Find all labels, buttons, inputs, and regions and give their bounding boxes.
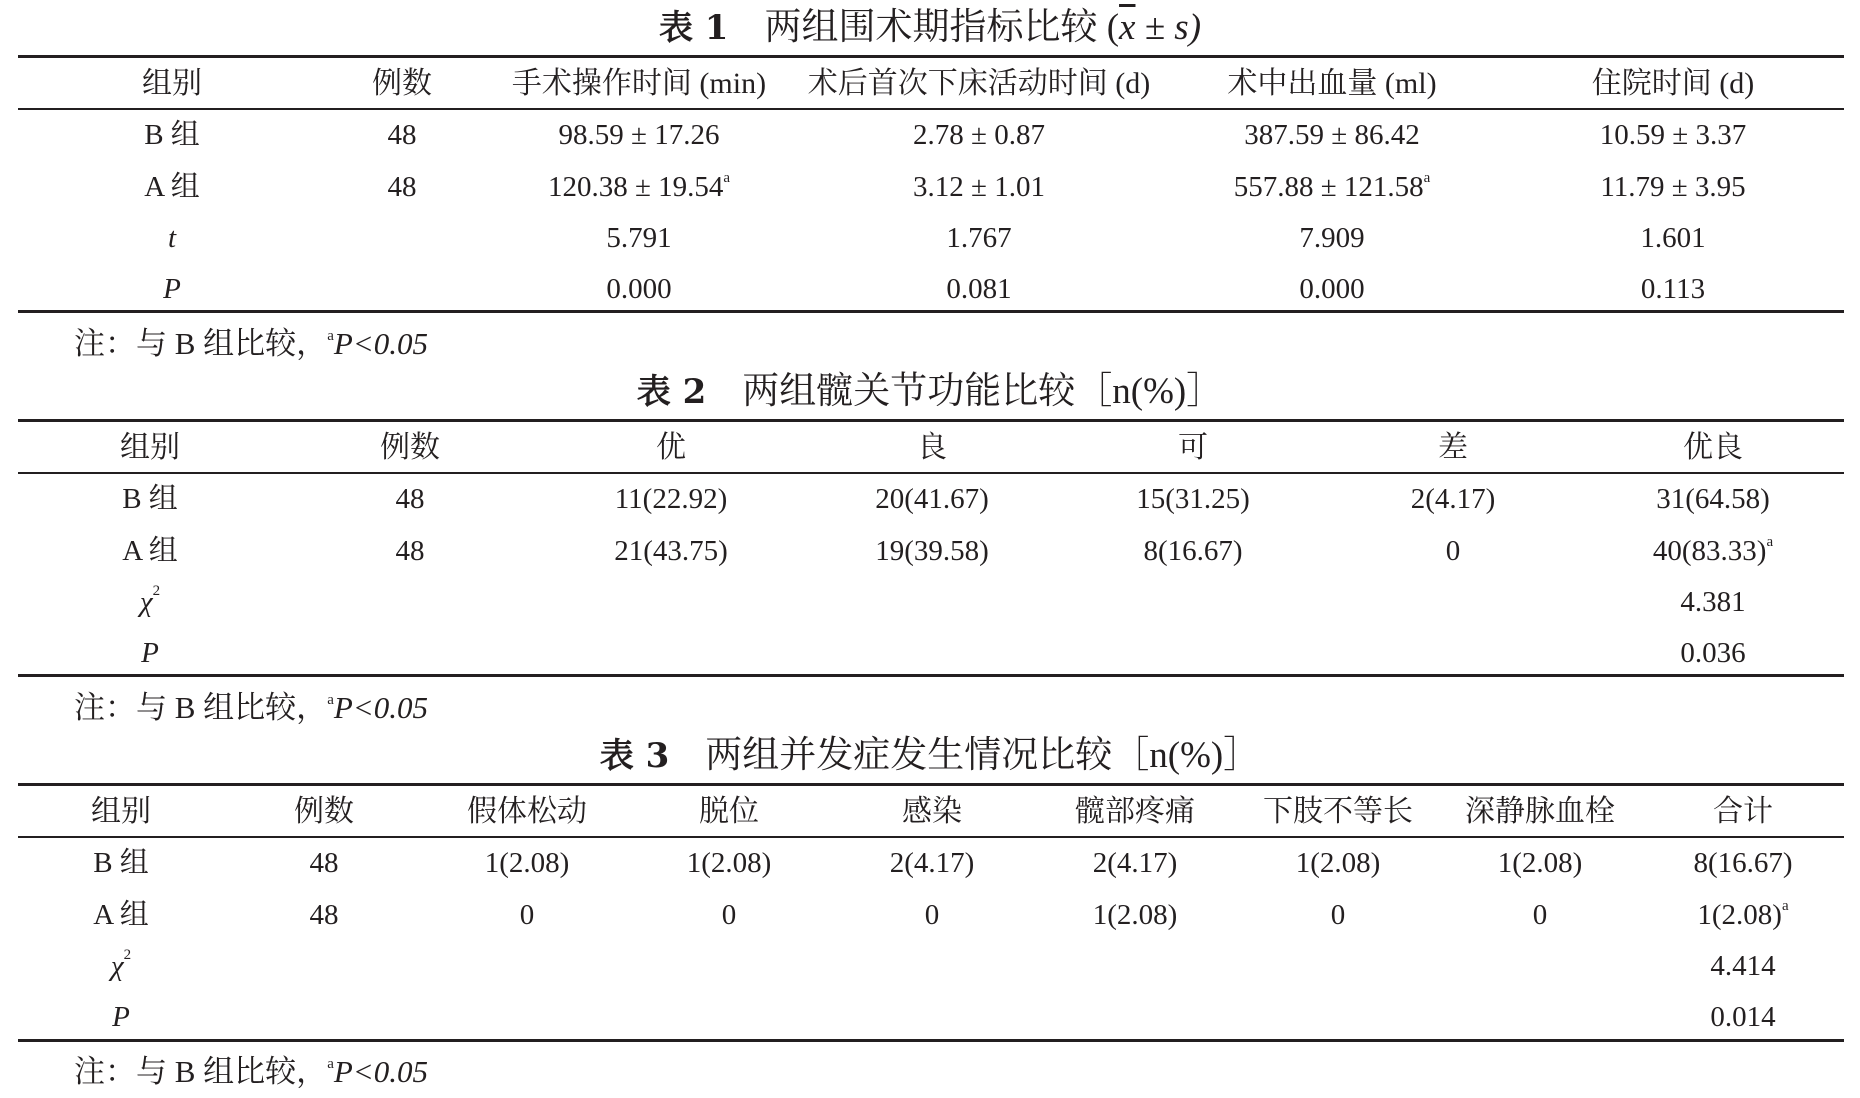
table-cell: 0 <box>519 899 535 931</box>
table-row <box>0 889 1860 941</box>
sd-symbol: ± s) <box>1135 7 1202 48</box>
header-cell: 例数 <box>380 431 440 464</box>
cell-value: 40(83.33) <box>1652 535 1767 567</box>
significance-mark: a <box>1781 898 1789 914</box>
table-cell: 48 <box>387 171 417 203</box>
chi-exponent: 2 <box>152 583 161 599</box>
table-cell: 1(2.08) <box>1092 899 1178 931</box>
table-cell: 11(22.92) <box>614 483 728 515</box>
table-2-title-text: 两组髋关节功能比较［n(%)］ <box>742 371 1224 412</box>
table-cell: 4.414 <box>1710 950 1776 982</box>
bottom-rule <box>18 1039 1844 1042</box>
note-rest: P<0.05 <box>333 1054 428 1089</box>
table-cell: 0.113 <box>1640 273 1706 305</box>
table-cell: B 组 <box>122 483 178 515</box>
table-cell: A 组 <box>144 171 200 203</box>
table-cell: 31(64.58) <box>1656 483 1770 515</box>
table-row <box>0 263 1860 315</box>
table-2-label: 表 2 <box>636 372 707 412</box>
stat-label <box>140 576 160 628</box>
table-cell: B 组 <box>144 119 200 151</box>
header-cell: 组别 <box>142 67 202 100</box>
note-prefix: 注：与 B 组比较， <box>74 326 328 361</box>
table-cell: 1(2.08) <box>484 847 570 879</box>
table-3-label: 表 3 <box>599 736 670 776</box>
header-cell: 差 <box>1438 431 1468 464</box>
table-cell: B 组 <box>93 847 149 879</box>
header-cell: 感染 <box>902 795 962 828</box>
note-mark: a <box>327 328 334 344</box>
stat-label: P <box>112 1001 130 1033</box>
stat-label: t <box>167 222 177 254</box>
table-cell: 1(2.08) <box>686 847 772 879</box>
header-cell: 组别 <box>120 431 180 464</box>
header-cell: 髋部疼痛 <box>1075 795 1195 828</box>
table-cell: 0 <box>1445 535 1461 567</box>
table-cell: 0 <box>1532 899 1548 931</box>
header-cell: 组别 <box>91 795 151 828</box>
table-cell: 2.78 ± 0.87 <box>913 119 1045 151</box>
table-cell: 1(2.08) <box>1497 847 1583 879</box>
table-cell: 20(41.67) <box>875 483 989 515</box>
table-cell: 1(2.08) <box>1295 847 1381 879</box>
note-rest: P<0.05 <box>333 690 428 725</box>
cell-value: 120.38 ± 19.54 <box>547 171 724 203</box>
table-1-title-text: 两组围术期指标比较 ( <box>764 7 1120 48</box>
table-cell: 2(4.17) <box>889 847 975 879</box>
note-prefix: 注：与 B 组比较， <box>74 690 328 725</box>
table-cell <box>1653 525 1773 577</box>
table-note <box>74 686 428 730</box>
note-prefix: 注：与 B 组比较， <box>74 1054 328 1089</box>
table-cell <box>548 161 730 213</box>
header-cell: 脱位 <box>699 795 759 828</box>
header-cell: 术中出血量 (ml) <box>1227 67 1437 100</box>
chi-symbol: χ <box>110 950 124 982</box>
header-row <box>0 58 1860 110</box>
table-cell: 5.791 <box>606 222 672 254</box>
table-cell: 98.59 ± 17.26 <box>558 119 720 151</box>
table-note <box>74 322 428 366</box>
table-cell: 4.381 <box>1680 586 1746 618</box>
cell-value: 1(2.08) <box>1697 899 1782 931</box>
header-cell: 合计 <box>1713 795 1773 828</box>
table-cell: 0 <box>721 899 737 931</box>
table-cell: 1.601 <box>1640 222 1706 254</box>
table-cell: 0.000 <box>1299 273 1365 305</box>
table-cell: 387.59 ± 86.42 <box>1244 119 1420 151</box>
header-row <box>0 786 1860 838</box>
table-2-title <box>0 366 1860 418</box>
table-row <box>0 473 1860 525</box>
table-cell: 3.12 ± 1.01 <box>913 171 1045 203</box>
note-mark: a <box>327 1056 334 1072</box>
chi-exponent: 2 <box>123 947 132 963</box>
table-cell: 0.014 <box>1710 1001 1776 1033</box>
bottom-rule <box>18 674 1844 677</box>
table-cell: 0 <box>1330 899 1346 931</box>
header-cell: 优良 <box>1683 431 1743 464</box>
table-1-label: 表 1 <box>658 8 729 48</box>
header-cell: 深静脉血栓 <box>1465 795 1615 828</box>
table-cell: 48 <box>395 483 425 515</box>
table-cell: 48 <box>309 899 339 931</box>
bottom-rule <box>18 310 1844 313</box>
header-cell: 手术操作时间 (min) <box>511 67 767 100</box>
table-row <box>0 837 1860 889</box>
table-row <box>0 161 1860 213</box>
significance-mark: a <box>1766 534 1774 550</box>
header-cell: 术后首次下床活动时间 (d) <box>807 67 1151 100</box>
table-cell: 48 <box>395 535 425 567</box>
table-cell: 11.79 ± 3.95 <box>1600 171 1746 203</box>
cell-value: 557.88 ± 121.58 <box>1233 171 1424 203</box>
table-cell: 48 <box>387 119 417 151</box>
table-cell: 0.081 <box>946 273 1012 305</box>
header-cell: 可 <box>1178 431 1208 464</box>
header-row <box>0 422 1860 474</box>
table-cell: 19(39.58) <box>875 535 989 567</box>
significance-mark: a <box>1423 170 1431 186</box>
table-cell: 7.909 <box>1299 222 1365 254</box>
table-row <box>0 525 1860 577</box>
table-cell: 1.767 <box>946 222 1012 254</box>
table-3-title <box>0 730 1860 782</box>
table-cell: 2(4.17) <box>1092 847 1178 879</box>
table-row <box>0 627 1860 679</box>
stat-label: P <box>163 273 181 305</box>
header-cell: 住院时间 (d) <box>1591 67 1755 100</box>
table-note <box>74 1050 428 1094</box>
note-rest: P<0.05 <box>333 326 428 361</box>
header-cell: 良 <box>917 431 947 464</box>
table-cell: 48 <box>309 847 339 879</box>
significance-mark: a <box>723 170 731 186</box>
table-3-title-text: 两组并发症发生情况比较［n(%)］ <box>705 735 1261 776</box>
table-row <box>0 991 1860 1043</box>
header-cell: 例数 <box>372 67 432 100</box>
table-cell: 0.000 <box>606 273 672 305</box>
header-cell: 例数 <box>294 795 354 828</box>
mean-symbol: $\overline{x}$ <box>1119 7 1136 48</box>
chi-symbol: χ <box>139 586 153 618</box>
table-cell: 0.036 <box>1680 637 1746 669</box>
table-row <box>0 109 1860 161</box>
table-cell: A 组 <box>122 535 178 567</box>
table-row <box>0 940 1860 992</box>
table-cell: A 组 <box>93 899 149 931</box>
table-cell: 2(4.17) <box>1410 483 1496 515</box>
note-mark: a <box>327 692 334 708</box>
table-cell: 0 <box>924 899 940 931</box>
header-cell: 优 <box>656 431 686 464</box>
stat-label <box>111 940 131 992</box>
table-cell: 8(16.67) <box>1143 535 1243 567</box>
table-cell <box>1697 889 1788 941</box>
table-1-title <box>0 2 1860 54</box>
table-cell: 10.59 ± 3.37 <box>1599 119 1747 151</box>
header-cell: 假体松动 <box>467 795 587 828</box>
table-row <box>0 576 1860 628</box>
table-cell: 8(16.67) <box>1693 847 1793 879</box>
table-cell <box>1234 161 1431 213</box>
stat-label: P <box>141 637 159 669</box>
table-cell: 21(43.75) <box>614 535 728 567</box>
table-cell: 15(31.25) <box>1136 483 1250 515</box>
header-cell: 下肢不等长 <box>1263 795 1413 828</box>
table-row <box>0 212 1860 264</box>
